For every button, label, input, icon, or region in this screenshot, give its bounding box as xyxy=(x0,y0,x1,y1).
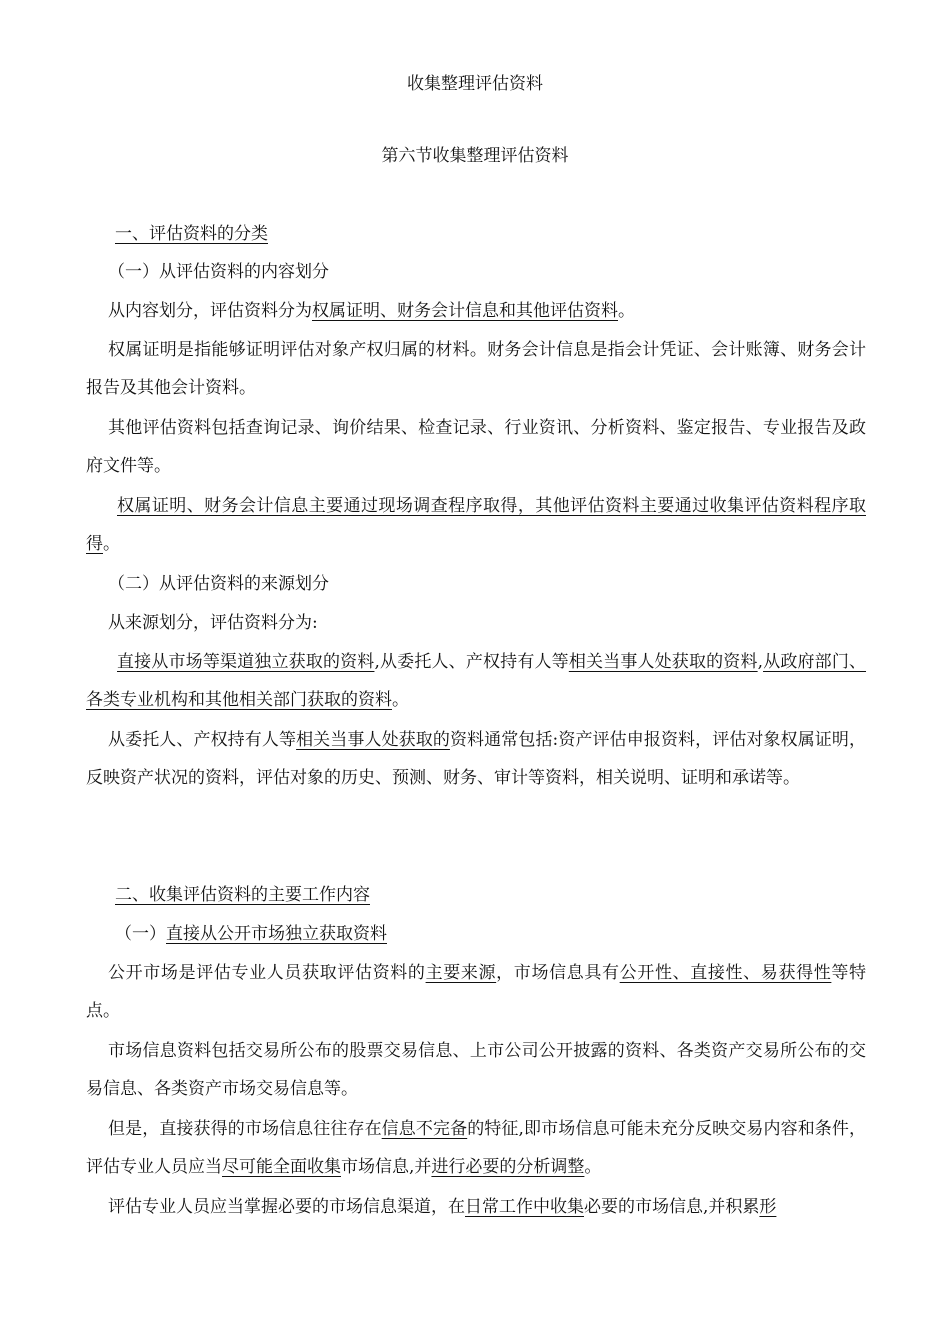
paragraph-market-channels: 评估专业人员应当掌握必要的市场信息渠道，在日常工作中收集必要的市场信息,并积累形 xyxy=(108,1197,777,1217)
underlined-text: 日常工作中收集 xyxy=(465,1197,584,1217)
underlined-text: 形 xyxy=(759,1197,777,1217)
paragraph-other-materials: 其他评估资料包括查询记录、询价结果、检查记录、行业资讯、分析资料、鉴定报告、专业报告及政府文件等。 xyxy=(86,418,866,476)
underlined-text: 主要来源 xyxy=(425,963,497,983)
paragraph-content-categories: 从内容划分，评估资料分为权属证明、财务会计信息和其他评估资料。 xyxy=(108,301,635,321)
underlined-text: 相关当事人处获取的 xyxy=(296,730,450,750)
underlined-text: 公开性、直接性、易获得性 xyxy=(619,963,832,983)
paragraph-source-types: 直接从市场等渠道独立获取的资料,从委托人、产权持有人等相关当事人处获取的资料,从政府部门、各类专业机构和其他相关部门获取的资料。 xyxy=(86,652,867,710)
section-title: 第六节收集整理评估资料 xyxy=(381,146,569,166)
subheading-by-source: （二）从评估资料的来源划分 xyxy=(108,574,329,594)
paragraph-public-market: 公开市场是评估专业人员获取评估资料的主要来源，市场信息具有公开性、直接性、易获得性等特点。 xyxy=(86,963,867,1021)
heading-classification: 一、评估资料的分类 xyxy=(115,224,268,244)
paragraph-ownership-financial: 权属证明是指能够证明评估对象产权归属的材料。财务会计信息是指会计凭证、会计账簿、财务会计报告及其他会计资料。 xyxy=(86,340,866,398)
paragraph-incomplete-info: 但是，直接获得的市场信息往往存在信息不完备的特征,即市场信息可能未充分反映交易内容和条件，评估专业人员应当尽可能全面收集市场信息,并进行必要的分析调整。 xyxy=(86,1119,867,1177)
paragraph-source-intro: 从来源划分，评估资料分为: xyxy=(108,613,318,633)
subheading-public-market: （一）直接从公开市场独立获取资料 xyxy=(115,924,387,944)
paragraph-acquisition-methods: 权属证明、财务会计信息主要通过现场调查程序取得，其他评估资料主要通过收集评估资料程序取得。 xyxy=(86,496,866,554)
underlined-text: 权属证明、财务会计信息主要通过现场调查程序取得，其他评估资料主要通过收集评估资料程序取得 xyxy=(86,496,866,554)
paragraph-market-info: 市场信息资料包括交易所公布的股票交易信息、上市公司公开披露的资料、各类资产交易所公布的交易信息、各类资产市场交易信息等。 xyxy=(86,1041,866,1099)
document-title: 收集整理评估资料 xyxy=(407,74,543,94)
underlined-text: 从政府部门、各类专业机构和其他相关部门获取的资料 xyxy=(86,652,867,710)
underlined-text: 尽可能全面收集 xyxy=(222,1157,341,1177)
subheading-by-content: （一）从评估资料的内容划分 xyxy=(108,262,329,282)
paragraph-party-materials: 从委托人、产权持有人等相关当事人处获取的资料通常包括:资产评估申报资料，评估对象权属证明，反映资产状况的资料，评估对象的历史、预测、财务、审计等资料，相关说明、证明和承诺等。 xyxy=(86,730,867,788)
heading-main-work: 二、收集评估资料的主要工作内容 xyxy=(115,885,370,905)
underlined-text: 进行必要的分析调整 xyxy=(431,1157,585,1177)
underlined-text: 直接从市场等渠道独立获取的资料 xyxy=(117,652,375,672)
underlined-text: 信息不完备 xyxy=(381,1119,468,1139)
underlined-text: 直接从公开市场独立获取资料 xyxy=(166,924,387,944)
underlined-text: 权属证明、财务会计信息和其他评估资料 xyxy=(312,301,618,321)
underlined-text: 相关当事人处获取的资料 xyxy=(568,652,758,672)
